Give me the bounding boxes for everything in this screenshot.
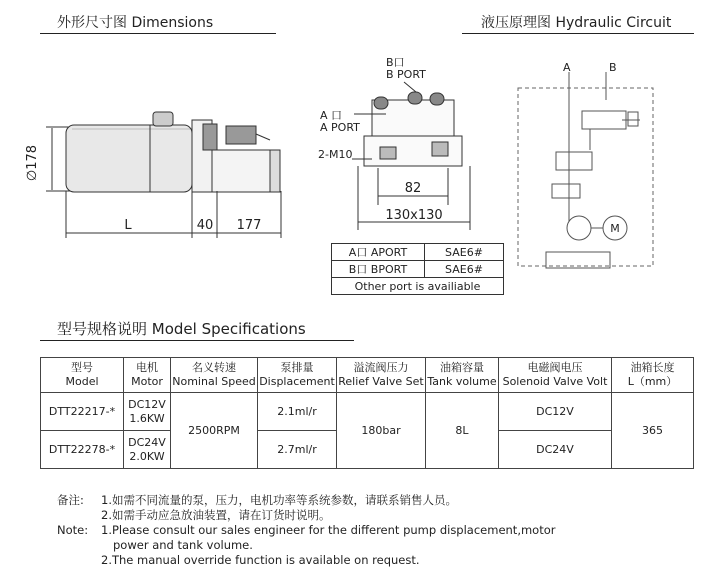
cell-displacement: 2.1ml/r xyxy=(258,393,337,431)
port-note: Other port is availiable xyxy=(332,278,504,295)
header-tank: 油箱容量 Tank volume xyxy=(426,358,499,393)
header-displacement: 泵排量 Displacement xyxy=(258,358,337,393)
a-port-cn-label: A 口 xyxy=(320,109,343,122)
cell-motor: DC12V 1.6KW xyxy=(124,393,171,431)
spec-header-row xyxy=(41,358,694,393)
header-valve-volt: 电磁阀电压 Solenoid Valve Volt xyxy=(499,358,612,393)
table-row xyxy=(332,278,504,295)
model-underline xyxy=(40,340,354,341)
cell-displacement: 2.7ml/r xyxy=(258,431,337,469)
notes-cn-label: 备注: xyxy=(57,493,84,507)
circuit-port-b: B xyxy=(609,61,617,74)
cell-relief: 180bar xyxy=(337,393,426,469)
port-a-size: SAE6# xyxy=(425,244,504,261)
circuit-motor-label: M xyxy=(610,222,620,235)
dim-40-label: 40 xyxy=(196,218,214,233)
cell-length: 365 xyxy=(612,393,694,469)
diameter-label: ∅178 xyxy=(25,144,40,182)
note-cn-2: 2.如需手动应急放油装置，请在订货时说明。 xyxy=(101,508,331,522)
cell-model: DTT22278-* xyxy=(41,431,124,469)
port-b-name: B口 BPORT xyxy=(332,261,425,278)
cell-speed: 2500RPM xyxy=(171,393,258,469)
model-heading: 型号规格说明 Model Specifications xyxy=(57,320,306,338)
note-en-2: 2.The manual override function is available on request. xyxy=(101,553,420,567)
b-port-en-label: B PORT xyxy=(386,68,426,81)
notes-en-label: Note: xyxy=(57,523,89,537)
dim-82-label: 82 xyxy=(404,181,422,196)
cell-valve-volt: DC24V xyxy=(499,431,612,469)
port-a-name: A口 APORT xyxy=(332,244,425,261)
note-en-1a: 1.Please consult our sales engineer for the different pump displacement,motor xyxy=(101,523,556,537)
spec-table xyxy=(40,357,694,469)
a-port-en-label: A PORT xyxy=(320,121,360,134)
cell-tank: 8L xyxy=(426,393,499,469)
header-speed: 名义转速 Nominal Speed xyxy=(171,358,258,393)
header-length: 油箱长度 L（mm） xyxy=(612,358,694,393)
cell-model: DTT22217-* xyxy=(41,393,124,431)
table-row xyxy=(332,244,504,261)
dimensions-heading: 外形尺寸图 Dimensions xyxy=(57,15,214,31)
table-row xyxy=(41,393,694,431)
length-label: L xyxy=(124,218,132,233)
dim-130-label: 130x130 xyxy=(385,208,443,223)
note-cn-1: 1.如需不同流量的泵，压力，电机功率等系统参数，请联系销售人员。 xyxy=(101,493,457,507)
port-table xyxy=(331,243,504,295)
notes-block xyxy=(57,493,556,568)
circuit-heading: 液压原理图 Hydraulic Circuit xyxy=(481,15,672,31)
port-b-size: SAE6# xyxy=(425,261,504,278)
table-row xyxy=(332,261,504,278)
header-motor: 电机 Motor xyxy=(124,358,171,393)
cell-motor: DC24V 2.0KW xyxy=(124,431,171,469)
thread-label: 2-M10 xyxy=(318,148,353,161)
dim-177-label: 177 xyxy=(236,218,262,233)
header-relief: 溢流阀压力 Relief Valve Set xyxy=(337,358,426,393)
circuit-port-a: A xyxy=(563,61,571,74)
cell-valve-volt: DC12V xyxy=(499,393,612,431)
note-en-1b: power and tank volume. xyxy=(113,538,253,552)
b-port-cn-label: B口 xyxy=(386,56,405,69)
header-model: 型号 Model xyxy=(41,358,124,393)
